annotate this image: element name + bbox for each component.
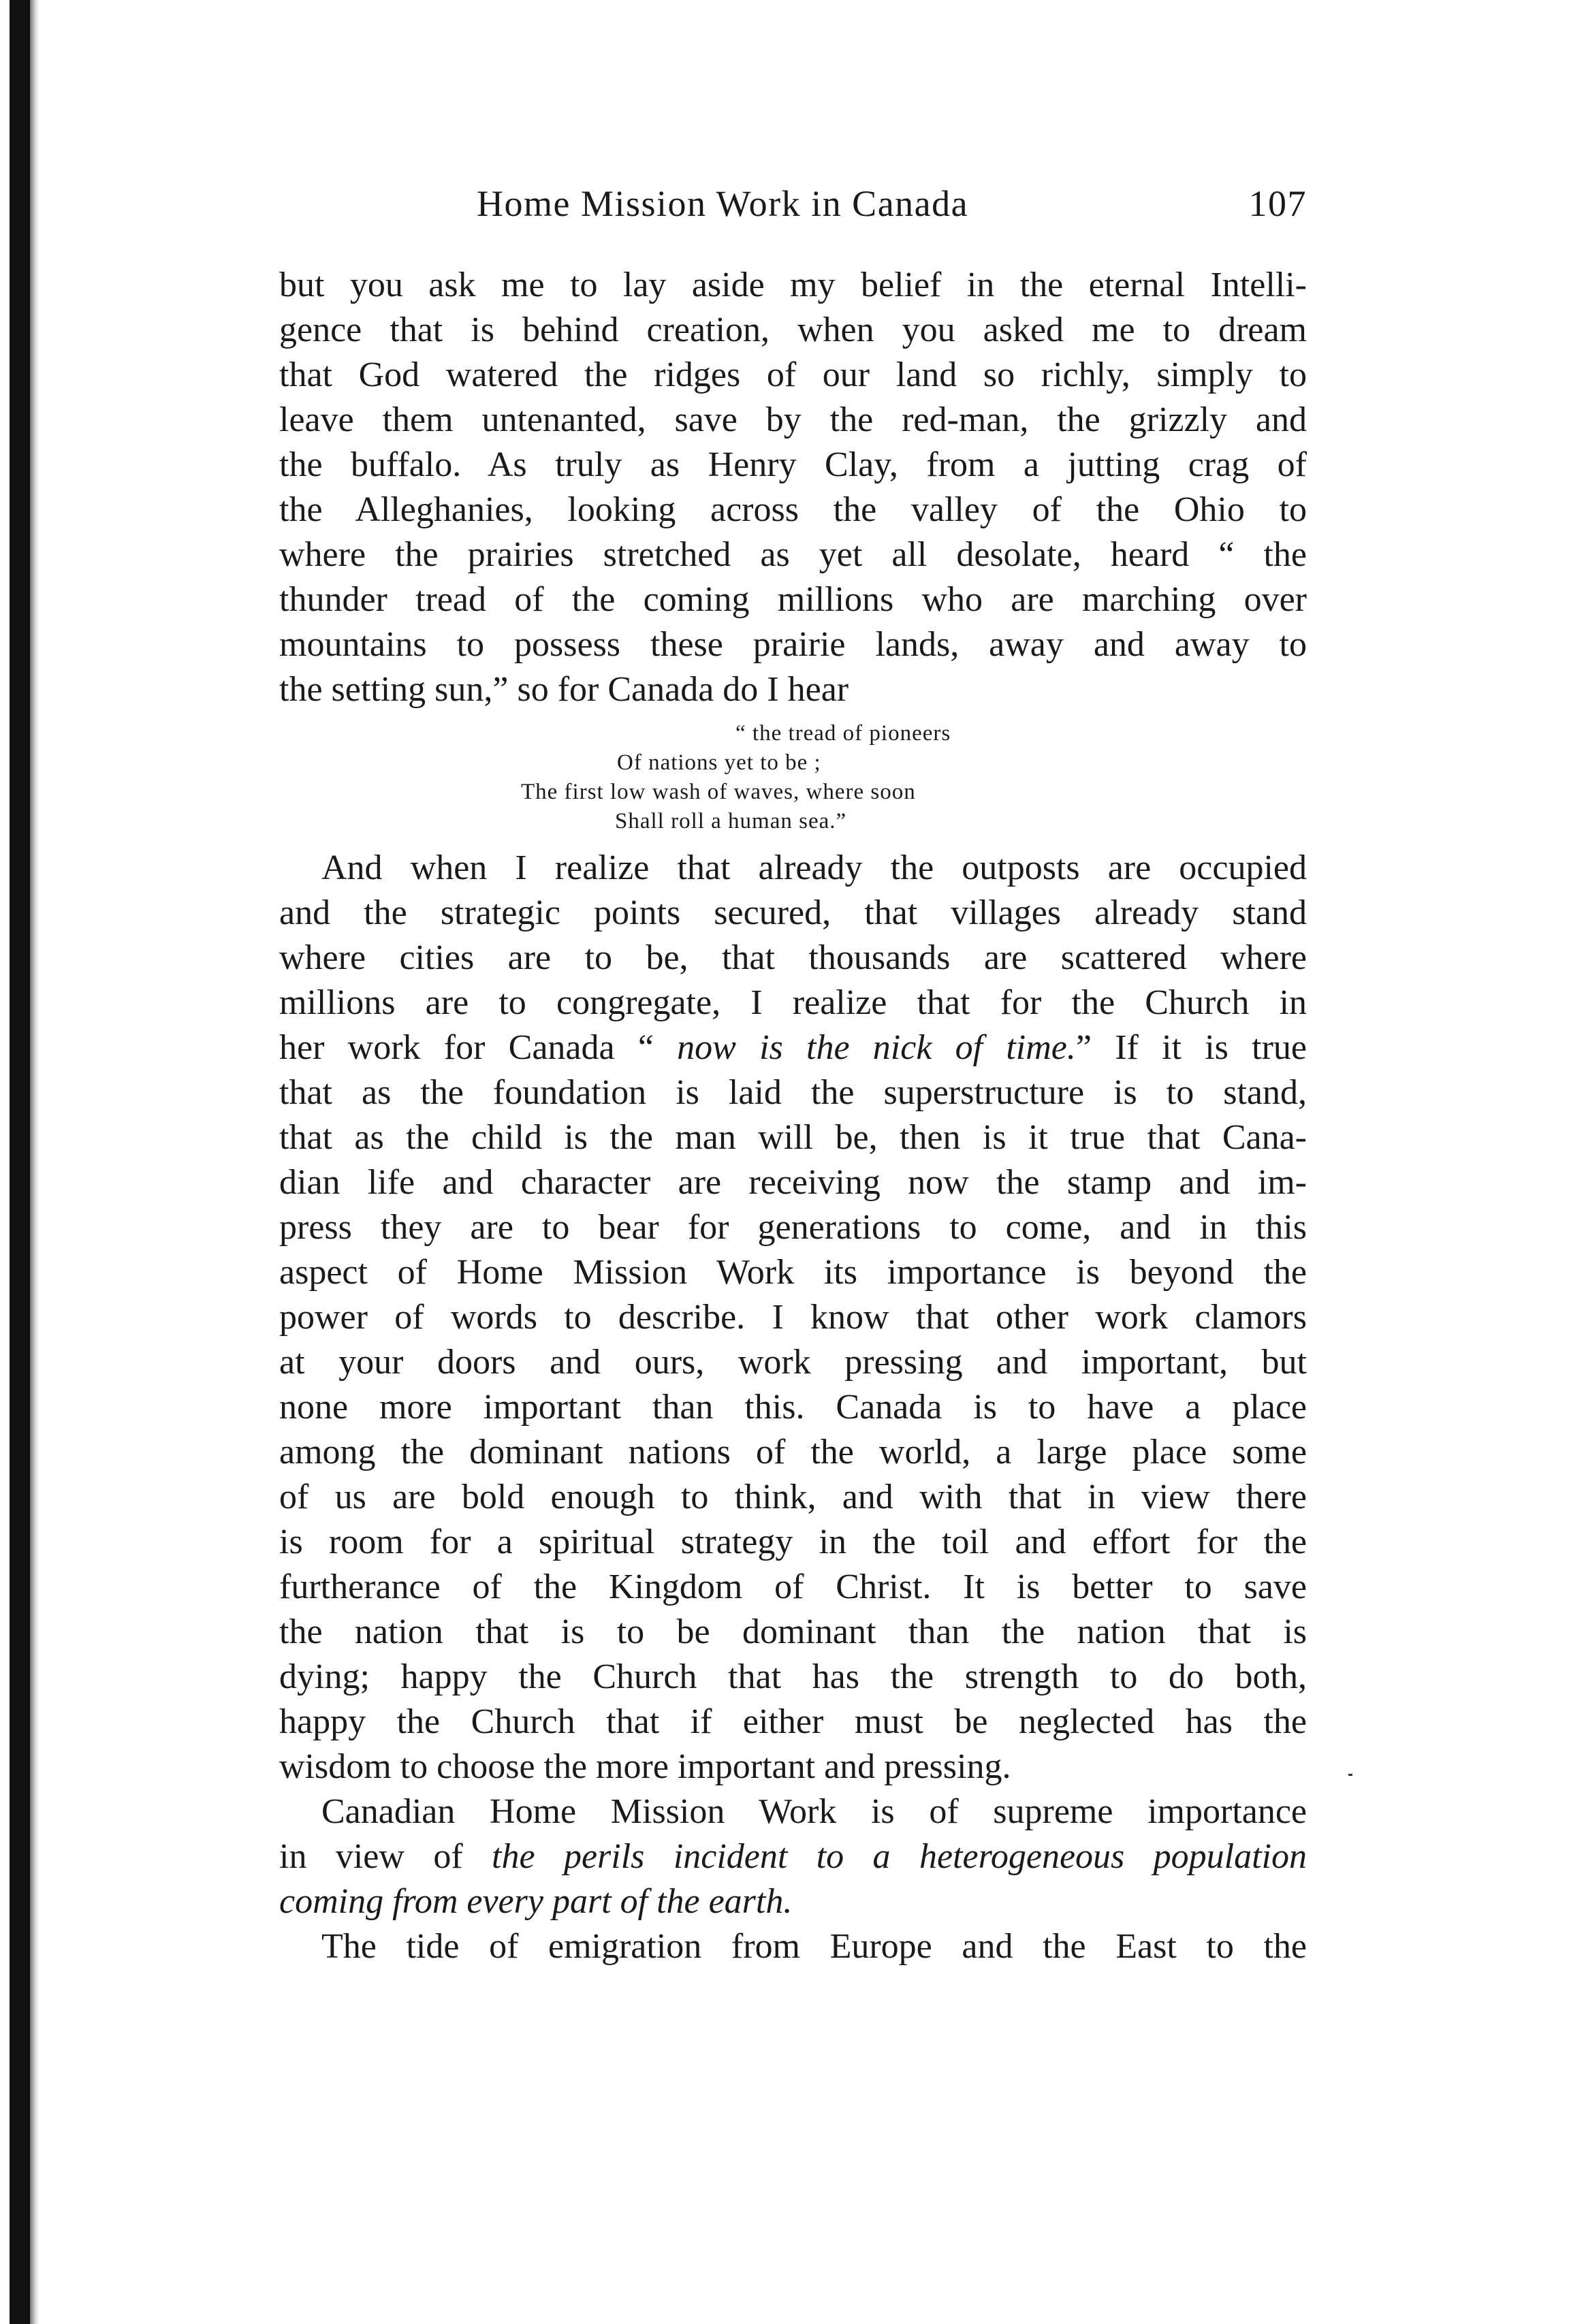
text-line: that as the child is the man will be, then is it true that Cana- xyxy=(279,1118,1307,1157)
running-head xyxy=(279,182,1307,237)
text-line: dying; happy the Church that has the strength to do both, xyxy=(279,1657,1307,1696)
text-line: happy the Church that if either must be neglected has the xyxy=(279,1702,1307,1741)
text-line: where the prairies stretched as yet all desolate, heard “ the xyxy=(279,535,1307,574)
text-line: at your doors and ours, work pressing and important, but xyxy=(279,1343,1307,1382)
paragraph-2 xyxy=(279,846,1307,1789)
italic-emphasis: the perils incident to a heterogeneous population xyxy=(492,1837,1307,1876)
text-line: and the strategic points secured, that villages already stand xyxy=(279,893,1307,932)
verse-line: Shall roll a human sea.” xyxy=(615,809,847,833)
print-speck xyxy=(1348,1774,1352,1776)
text-line: aspect of Home Mission Work its importance is beyond the xyxy=(279,1253,1307,1292)
text-line: that God watered the ridges of our land so richly, simply to xyxy=(279,355,1307,394)
text-line: of us are bold enough to think, and with that in view there xyxy=(279,1478,1307,1516)
text-line: none more important than this. Canada is to have a place xyxy=(279,1388,1307,1427)
running-title: Home Mission Work in Canada xyxy=(477,183,969,224)
text-line: furtherance of the Kingdom of Christ. It is better to save xyxy=(279,1567,1307,1606)
verse-line: The first low wash of waves, where soon xyxy=(521,780,916,804)
page-binding-edge xyxy=(10,0,30,2324)
italic-emphasis: coming from every part of the earth. xyxy=(279,1882,793,1921)
text-line: And when I realize that already the outposts are occupied xyxy=(321,848,1307,887)
text-line: where cities are to be, that thousands are scattered where xyxy=(279,938,1307,977)
italic-emphasis: now is the nick of time. xyxy=(677,1028,1076,1067)
page-number: 107 xyxy=(1248,183,1307,224)
text-line: power of words to describe. I know that other work clamors xyxy=(279,1298,1307,1337)
text-line: Canadian Home Mission Work is of supreme importance xyxy=(321,1792,1307,1831)
text-run: in view of xyxy=(279,1837,492,1876)
text-line: The tide of emigration from Europe and the East to the xyxy=(321,1927,1307,1966)
text-line: thunder tread of the coming millions who are marching over xyxy=(279,580,1307,619)
verse-quotation xyxy=(279,712,1307,846)
text-line: leave them untenanted, save by the red-man, the grizzly and xyxy=(279,400,1307,439)
text-line: is room for a spiritual strategy in the toil and effort for the xyxy=(279,1523,1307,1561)
text-line-mixed xyxy=(279,1834,1307,1879)
text-body xyxy=(279,263,1307,1969)
text-line: press they are to bear for generations to come, and in this xyxy=(279,1208,1307,1247)
text-line: millions are to congregate, I realize that for the Church in xyxy=(279,983,1307,1022)
text-run: her work for Canada “ xyxy=(279,1028,678,1067)
text-line: the nation that is to be dominant than the nation that is xyxy=(279,1612,1307,1651)
text-line: gence that is behind creation, when you asked me to dream xyxy=(279,311,1307,349)
text-line: among the dominant nations of the world, a large place some xyxy=(279,1433,1307,1471)
text-line: the Alleghanies, looking across the valley of the Ohio to xyxy=(279,490,1307,529)
text-line: the setting sun,” so for Canada do I hear xyxy=(279,670,849,709)
verse-line: Of nations yet to be ; xyxy=(617,750,821,775)
paragraph-1 xyxy=(279,263,1307,712)
page-binding-shadow xyxy=(30,0,39,2324)
text-line: wisdom to choose the more important and pressing. xyxy=(279,1747,1011,1786)
paragraph-4 xyxy=(279,1924,1307,1969)
text-line: that as the foundation is laid the superstructure is to stand, xyxy=(279,1073,1307,1112)
text-line: the buffalo. As truly as Henry Clay, from a jutting crag of xyxy=(279,445,1307,484)
text-line: dian life and character are receiving now the stamp and im- xyxy=(279,1163,1307,1202)
paragraph-3 xyxy=(279,1789,1307,1924)
text-line: mountains to possess these prairie lands, away and away to xyxy=(279,625,1307,664)
verse-line: “ the tread of pioneers xyxy=(735,721,951,746)
text-line: but you ask me to lay aside my belief in the eternal Intelli- xyxy=(279,266,1307,304)
text-line-mixed xyxy=(279,1025,1307,1070)
text-run: ” If it is true xyxy=(1075,1028,1307,1067)
